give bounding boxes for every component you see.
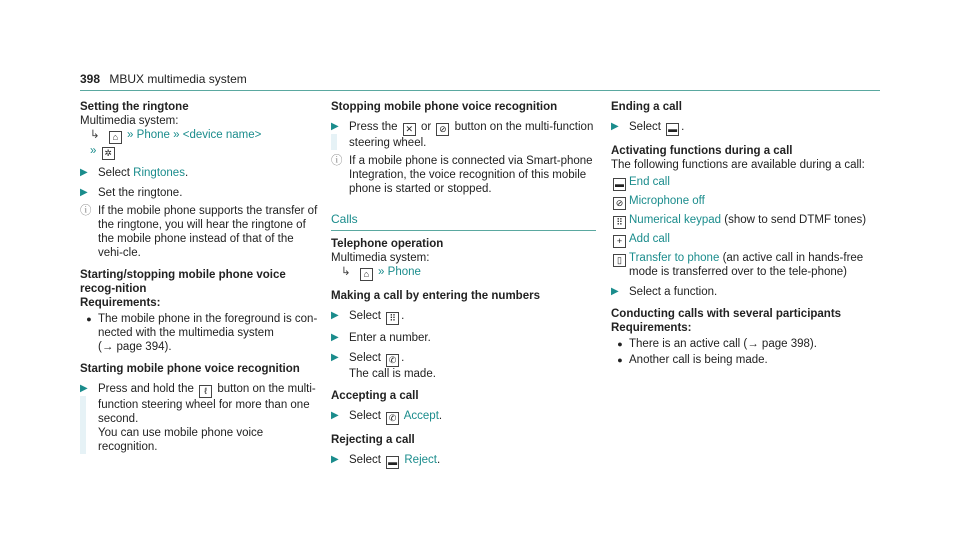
info-icon: ⓘ: [331, 155, 343, 167]
step-marker-icon: ▶: [331, 121, 339, 132]
step-text: Select: [349, 454, 381, 466]
end-call-icon: ▬: [668, 124, 678, 134]
nav-path-settings: [90, 144, 320, 160]
function-link[interactable]: End call: [629, 176, 670, 188]
nav-path: [341, 265, 596, 281]
nav-chevron-icon: »: [127, 129, 134, 141]
step-marker-icon: ▶: [331, 310, 339, 321]
functions-list: [611, 175, 881, 279]
home-icon: ⌂: [109, 131, 122, 144]
heading-activating-functions: Activating functions during a call: [611, 145, 793, 157]
heading-accepting: Accepting a call: [331, 390, 419, 402]
multimedia-system-label: Multimedia system:: [80, 115, 179, 127]
step-text-cont: button on the multi-function steering wheel.: [349, 121, 594, 149]
page-title: MBUX multimedia system: [109, 72, 247, 86]
step-select-keypad: ▶ Select ⠿ .: [331, 310, 405, 323]
section-divider: [331, 230, 596, 231]
step-select-end: ▶ Select ▬ .: [611, 121, 685, 134]
function-link[interactable]: Add call: [629, 233, 670, 245]
end-call-icon: [611, 175, 629, 191]
end-call-icon-glyph: ▬: [615, 179, 624, 189]
page-number: 398: [80, 72, 101, 86]
requirement-item: [611, 337, 881, 351]
column-middle: [331, 100, 596, 469]
functions-intro: The following functions are available during a call:: [611, 159, 865, 171]
step-text: Select: [349, 352, 381, 364]
step-text-or: or: [420, 121, 432, 133]
function-link[interactable]: Numerical keypad: [629, 214, 722, 226]
step-text: Select: [629, 121, 661, 133]
requirement-text: The mobile phone in the foreground is con-nected with the multimedia system: [98, 313, 318, 339]
page-header: [80, 72, 247, 86]
nav-phone: Phone: [387, 266, 421, 278]
step-marker-icon: ▶: [80, 187, 88, 198]
step-enter-number: [331, 331, 596, 345]
info-note: [80, 204, 320, 260]
heading-voice-recognition: Starting/stopping mobile phone voice recog-nition: [80, 269, 286, 295]
bullet-icon: ●: [617, 355, 623, 365]
info-text: If the mobile phone supports the transfer of the ringtone, you will hear the ringtone of the mobile phone instead of that of the vehi-cle.: [98, 205, 318, 259]
step-press-hold: [80, 382, 320, 454]
nav-device-name: <device name>: [182, 129, 262, 141]
nav-chevron-icon: »: [90, 145, 97, 157]
call-icon: ✆: [386, 412, 399, 425]
step-marker-icon: ▶: [331, 332, 339, 343]
step-marker-icon: ▶: [80, 383, 88, 394]
step-press-button: [331, 120, 596, 150]
step-text: Enter a number.: [349, 332, 431, 344]
step-text: Press and hold the: [98, 383, 194, 395]
hang-up-icon: ⊘: [436, 123, 449, 136]
bullet-icon: ●: [86, 314, 92, 324]
keypad-icon-glyph: ⠿: [613, 216, 626, 229]
add-call-icon-glyph: +: [613, 235, 626, 248]
function-note: (show to send DTMF tones): [724, 214, 867, 226]
accept-link[interactable]: Accept: [403, 410, 439, 422]
settings-gear-icon: ✲: [102, 147, 115, 160]
step-marker-icon: ▶: [611, 121, 619, 132]
add-call-icon: [611, 232, 629, 248]
transfer-phone-icon: [611, 251, 629, 279]
step-text: Select: [98, 167, 130, 179]
function-item: [611, 194, 881, 210]
step-select-function: [611, 285, 881, 299]
step-text: Select a function.: [629, 286, 718, 298]
microphone-off-icon: [611, 194, 629, 210]
step-marker-icon: ▶: [331, 410, 339, 421]
heading-rejecting: Rejecting a call: [331, 434, 415, 446]
step-text-cont: button on the multi-function steering wheel for more than one second.: [98, 383, 316, 425]
step-text: Select: [349, 410, 381, 422]
reject-link[interactable]: Reject: [404, 454, 437, 466]
step-marker-icon: ▶: [611, 286, 619, 297]
info-note: [331, 154, 596, 196]
nav-arrow-icon: ↳: [90, 129, 100, 141]
call-icon: ✆: [386, 354, 399, 367]
step-text: Select: [349, 310, 381, 322]
function-item: [611, 232, 881, 248]
ringtones-link[interactable]: Ringtones: [133, 167, 185, 179]
step-note: You can use mobile phone voice recognition.: [98, 427, 264, 453]
nav-path: [90, 128, 320, 144]
voice-button-icon: ℓ: [199, 385, 212, 398]
step-marker-icon: ▶: [80, 167, 88, 178]
microphone-off-icon-glyph: ⊘: [613, 197, 626, 210]
page-reference: (→ page 394).: [98, 341, 172, 353]
function-item: [611, 213, 881, 229]
nav-chevron-icon: »: [378, 266, 385, 278]
requirement-item: [611, 353, 881, 367]
heading-telephone-operation: Telephone operation: [331, 238, 444, 250]
requirements-label: Requirements:: [611, 322, 692, 334]
nav-phone: Phone: [136, 129, 170, 141]
section-calls: Calls: [331, 212, 358, 226]
step-accept: ▶ Select ✆ Accept.: [331, 410, 443, 423]
step-set-ringtone: [80, 186, 320, 200]
step-reject: ▶ Select ▬ Reject.: [331, 454, 441, 467]
info-text: If a mobile phone is connected via Smart-phone Integration, the voice recognition of this mobile phone is started or stopped.: [349, 155, 593, 195]
step-marker-icon: ▶: [331, 454, 339, 465]
heading-stop-voice: Stopping mobile phone voice recognition: [331, 101, 558, 113]
bullet-icon: ●: [617, 339, 623, 349]
function-link[interactable]: Transfer to phone: [629, 252, 720, 264]
keypad-icon: ⠿: [386, 312, 399, 325]
nav-chevron-icon: »: [173, 129, 180, 141]
step-select-ringtones: ▶ Select Ringtones.: [80, 167, 189, 179]
transfer-phone-icon-glyph: ▯: [613, 254, 626, 267]
end-call-icon: ▬: [388, 457, 398, 467]
keypad-icon: [611, 213, 629, 229]
mute-icon: ✕: [403, 123, 416, 136]
requirement-text: Another call is being made.: [629, 354, 768, 366]
requirements-label: Requirements:: [80, 297, 161, 309]
heading-entering-numbers: Making a call by entering the numbers: [331, 290, 540, 302]
home-icon: ⌂: [360, 268, 373, 281]
function-item: [611, 175, 881, 191]
nav-arrow-icon: ↳: [341, 266, 351, 278]
function-link[interactable]: Microphone off: [629, 195, 705, 207]
info-icon: ⓘ: [80, 205, 92, 217]
function-item: [611, 251, 881, 279]
step-select-call: ▶ Select ✆ . The call is made.: [331, 351, 596, 381]
multimedia-system-label: Multimedia system:: [331, 252, 430, 264]
step-marker-icon: ▶: [331, 352, 339, 363]
header-divider: [80, 90, 880, 91]
column-left: [80, 100, 320, 454]
step-text: Press the: [349, 121, 398, 133]
heading-several-participants: Conducting calls with several participants: [611, 308, 842, 320]
heading-ending-call: Ending a call: [611, 101, 682, 113]
column-right: [611, 100, 881, 367]
step-note: The call is made.: [349, 368, 436, 380]
requirement-item: [80, 312, 320, 354]
function-note: (an active call in hands-free mode is transferred over to the tele-phone): [629, 252, 864, 278]
heading-setting-ringtone: Setting the ringtone: [80, 101, 189, 113]
heading-start-voice: Starting mobile phone voice recognition: [80, 363, 300, 375]
requirement-text: There is an active call (→ page 398).: [629, 338, 817, 350]
step-text: Set the ringtone.: [98, 187, 183, 199]
